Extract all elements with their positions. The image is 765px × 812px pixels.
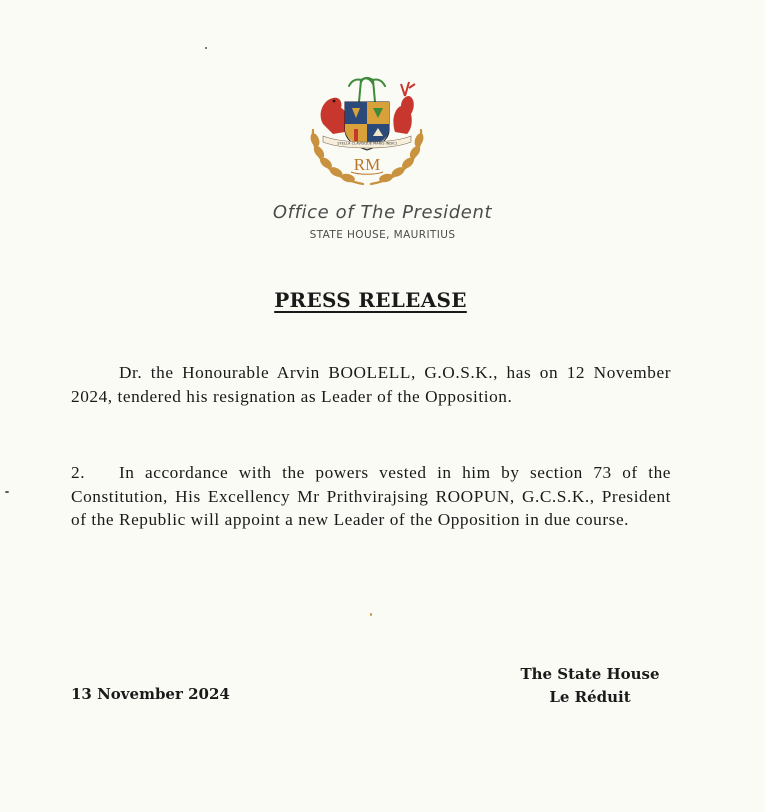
- paragraph-2: [71, 461, 671, 532]
- scan-speck: [205, 47, 207, 49]
- address-line-2: Le Réduit: [549, 688, 631, 706]
- document-heading: PRESS RELEASE: [274, 288, 467, 312]
- paragraph-2-number: 2.: [71, 463, 86, 482]
- release-date: 13 November 2024: [71, 685, 230, 703]
- scan-speck: [370, 613, 372, 616]
- coat-of-arms-emblem: [303, 74, 431, 190]
- paragraph-1: Dr. the Honourable Arvin BOOLELL, G.O.S.K., has on 12 November 2024, tendered his resignation as Leader of the Opposition.: [71, 363, 671, 406]
- scan-speck: [5, 491, 9, 493]
- office-subtitle: STATE HOUSE, MAURITIUS: [309, 229, 456, 241]
- svg-text:RM: RM: [353, 155, 381, 174]
- office-title: Office of The President: [272, 202, 493, 223]
- address-block: [500, 663, 680, 709]
- address-line-1: The State House: [520, 665, 660, 683]
- svg-text:STELLA CLAVISQUE MARIS INDICI: STELLA CLAVISQUE MARIS INDICI: [337, 141, 397, 146]
- paragraph-2-text: In accordance with the powers vested in him by section 73 of the Constitution, His Excellency Mr Prithvirajsing ROOPUN, G.C.S.K., President of the Republic will appoint a new Leader of the Opposition in due course.: [71, 463, 671, 529]
